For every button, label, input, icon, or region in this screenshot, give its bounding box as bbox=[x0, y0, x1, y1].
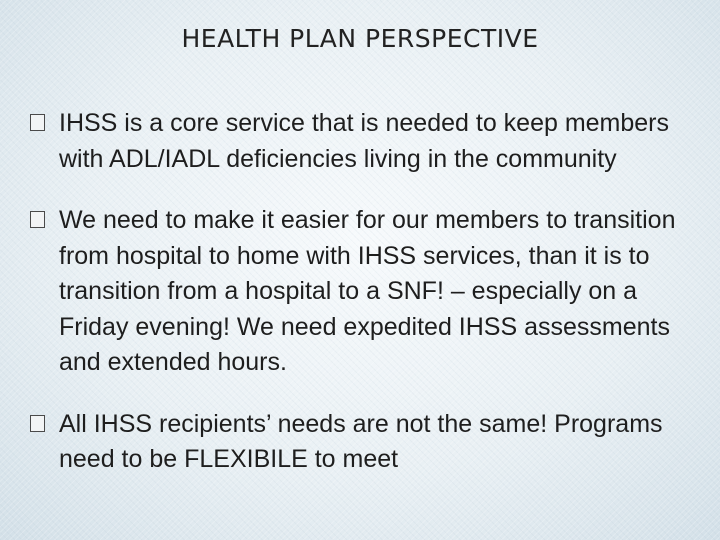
square-bullet-icon bbox=[30, 415, 45, 432]
bullet-text: We need to make it easier for our members to transition from hospital to home with IHSS services, than it is to transition from a hospital to a SNF! – especially on a Friday evening! We need expedited IHSS assessments and extended hours. bbox=[59, 206, 676, 376]
slide-title: HEALTH PLAN PERSPECTIVE bbox=[181, 24, 539, 53]
square-bullet-icon bbox=[30, 114, 45, 131]
bullet-list bbox=[30, 106, 702, 504]
bullet-item bbox=[30, 203, 702, 381]
square-bullet-icon bbox=[30, 211, 45, 228]
bullet-item bbox=[30, 407, 702, 478]
bullet-text: IHSS is a core service that is needed to keep members with ADL/IADL deficiencies living in the community bbox=[59, 109, 670, 173]
bullet-text: All IHSS recipients’ needs are not the same! Programs need to be FLEXIBILE to meet bbox=[59, 409, 663, 473]
bullet-item bbox=[30, 106, 702, 177]
